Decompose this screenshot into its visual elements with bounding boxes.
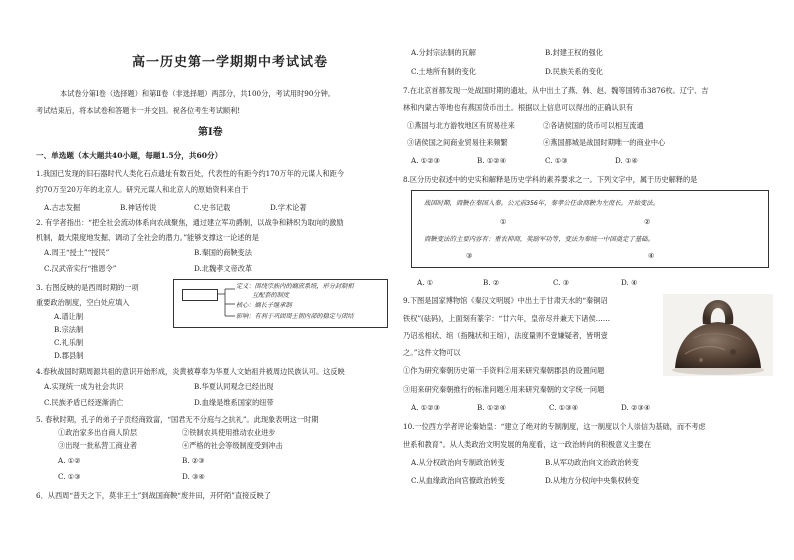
option-a[interactable]: A.谱让制 [54,312,84,321]
statement: ④燕国都城是战国时期唯一的商业中心 [543,138,666,147]
source-text: 商鞅变法的主要内容有：重农抑商，奖励军功等，变法为秦统一中国奠定了基础。 [424,235,655,243]
option-c[interactable]: C. ①③ [58,472,81,481]
option-b[interactable]: B. ② [483,278,500,287]
option-a[interactable]: A.古志发掘 [44,203,81,212]
option-b[interactable]: B. ①②④ [477,403,507,412]
diagram-text: 影响：有利于巩固周王朝内部的稳定与团结 [236,313,354,320]
question-text: 机制，最大限度地发掘、调动了全社会的潜力。”能够支撑这一论述的是 [36,233,259,242]
option-c[interactable]: C.民族矛盾已经逐渐消亡 [44,398,124,407]
intro-line-1: 本试卷分第Ⅰ卷（选择题）和第Ⅱ卷（非选择题）两部分，共100分，考试用时90分钟。 [60,89,335,98]
source-box [411,190,769,268]
statement: ①作为研究秦朝历史第一手资料②用来研究秦朝郡县的设置问题 [403,366,605,375]
question-text: 5. 春秋时期，孔子的弟子子贡经商致富，“国君无不分庭与之抗礼”。此现象表明这一时期 [36,415,319,424]
option-d[interactable]: D. ①④ [615,156,638,165]
option-a[interactable]: A. ①②③ [411,403,441,412]
option-b[interactable]: B.从军功政治向文治政治转变 [545,458,639,467]
option-c[interactable]: C.史书记载 [194,203,231,212]
option-c[interactable]: C.从血缘政治向官僚政治转变 [411,476,505,485]
question-text: 世系和教育”。从人类政治文明发展的角度看，这一政治转向的积极意义主要在 [403,440,652,449]
option-d[interactable]: D.北魏孝文帝改革 [194,264,253,273]
option-c[interactable]: C. ③ [553,278,570,287]
question-text: 约70万至20万年的北京人。研究元谋人和北京人的原始资料来自于 [36,185,249,194]
option-c[interactable]: C.汉武帝实行“推恩令” [44,264,117,273]
option-b[interactable]: B.宗法制 [54,325,84,334]
page-title: 高一历史第一学期期中考试试卷 [132,55,329,70]
marker: ① [500,217,507,226]
option-a[interactable]: A.从分权政治向专制政治转变 [411,458,505,467]
question-text: 乃诏丞相状、绾（指隗状和王绾），法度量则不壹嫌疑者，皆明壹 [403,331,608,340]
statement: ①政治家多出自商人阶层 [58,428,138,437]
question-text: 铁权”(砝码)，上面刻有篆字：“廿六年，皇帝尽并兼天下诸侯…… [403,314,611,323]
question-text: 之。”这件文物可以 [403,348,461,357]
statement: ③用来研究秦朝推行的标准问题④用来研究秦朝的文字统一问题 [403,385,605,394]
marker: ④ [648,251,655,260]
option-b[interactable]: B.封建王权的强化 [545,48,603,57]
question-text: 林和内蒙古等地也有燕国货币出土。根据以上信息可以得出的正确认识有 [403,103,634,112]
statement: ②各诸侯国的货币可以相互流通 [543,121,644,130]
option-a[interactable]: A.实现统一成为社会共识 [44,382,124,391]
option-a[interactable]: A.周王“授土”“授民” [44,248,110,257]
intro-line-2: 考试结束后，将本试卷和答题卡一并交回。祝各位考生考试顺利! [36,106,241,115]
option-b[interactable]: B.神话传说 [120,203,157,212]
question-text: 4.春秋战国时期周源共祖的意识开始形成，炎黄被尊奉为华夏人文始祖并被周边民族认可。这反映 [36,367,345,376]
option-d[interactable]: D.血缘是维系国家的纽带 [194,398,274,407]
option-a[interactable]: A. ①②③ [411,156,441,165]
statement: ③出现一批私营工商业者 [58,441,138,450]
statement: ④严格的社会等级制度受到冲击 [182,441,283,450]
option-a[interactable]: A. ①② [58,456,81,465]
diagram-text: 核心：嫡长子继承制 [236,302,292,309]
question-text: 10.一位西方学者评论秦始皇：“建立了绝对的专制制度，这一制度以个人崇信为基础，而不考虑 [403,422,706,431]
option-b[interactable]: B. ①②④ [477,156,507,165]
section-heading: 一、单选题（本大题共40小题，每题1.5分，共60分） [36,151,223,160]
option-a[interactable]: A.分封宗法制的瓦解 [411,48,476,57]
question-text: 1.我国已发现的旧石器时代人类化石点遗址有数百处，代表性的有距今约170万年的元谋人和距今 [36,169,345,178]
question-text: 2. 有学者指出：“把全社会流动体系向农战聚焦，通过建立军功爵制，以战争和耕织为取向的激励 [36,218,344,227]
source-text: 战国时期，商鞅在秦国入秦。公元前356年，秦孝公任命商鞅为左庶长，开始变法。 [424,199,660,207]
bronze-weight-image [663,294,773,376]
option-c[interactable]: C. ①③ [545,156,568,165]
option-c[interactable]: C.礼乐制 [54,338,84,347]
option-b[interactable]: B. ②③ [182,456,205,465]
diagram-box [173,279,388,328]
option-c[interactable]: C.土地所有制的变化 [411,67,477,76]
option-b[interactable]: B.华夏认同观念已经出现 [194,382,274,391]
option-b[interactable]: B.秦国的商鞅变法 [194,248,252,257]
option-d[interactable]: D.民族关系的变化 [545,67,604,76]
option-c[interactable]: C. ①③④ [549,403,579,412]
question-text: 8.区分历史叙述中的史实和解释是历史学科的素养要求之一。下列文字中，属于历史解释的是 [403,175,698,184]
option-a[interactable]: A. ① [417,278,434,287]
question-6-text: 6．从西周“普天之下，莫非王土”到战国商鞅“废井田，开阡陌”直接反映了 [36,491,271,500]
question-text: 7.在北京首都发现一处战国时期的遗址，从中出土了燕、韩、赵、魏等国铸币3876枚。辽宁、吉 [403,86,709,95]
option-d[interactable]: D. ③④ [182,472,205,481]
option-d[interactable]: D. ②③④ [621,403,651,412]
option-d[interactable]: D.学术论著 [270,203,307,212]
statement: ②铁制农具使用推动农业进步 [182,428,276,437]
diagram-text: 互配套的制度 [252,292,290,299]
part-heading: 第Ⅰ卷 [198,127,223,138]
marker: ② [644,217,651,226]
option-d[interactable]: D.郡县制 [54,351,84,360]
question-text: 9.下图是国家博物馆《秦汉文明展》中出土于甘肃天水的“秦铜诏 [403,296,608,305]
option-d[interactable]: D. ④ [621,278,638,287]
option-d[interactable]: D.从地方分权向中央集权转变 [545,476,640,485]
question-text: 重要政治制度，空白处应填入 [36,298,130,307]
marker: ③ [466,251,473,260]
statement: ①燕国与北方游牧地区有贸易往来 [407,121,515,130]
statement: ③诸侯国之间商业贸易往来频繁 [407,138,508,147]
diagram-text: 定义：围绕宗族内的嫡庶系统，形分封制相 [236,283,354,290]
question-text: 3. 右图反映的是西周时期的一项 [36,283,139,292]
blank-box [182,289,218,301]
